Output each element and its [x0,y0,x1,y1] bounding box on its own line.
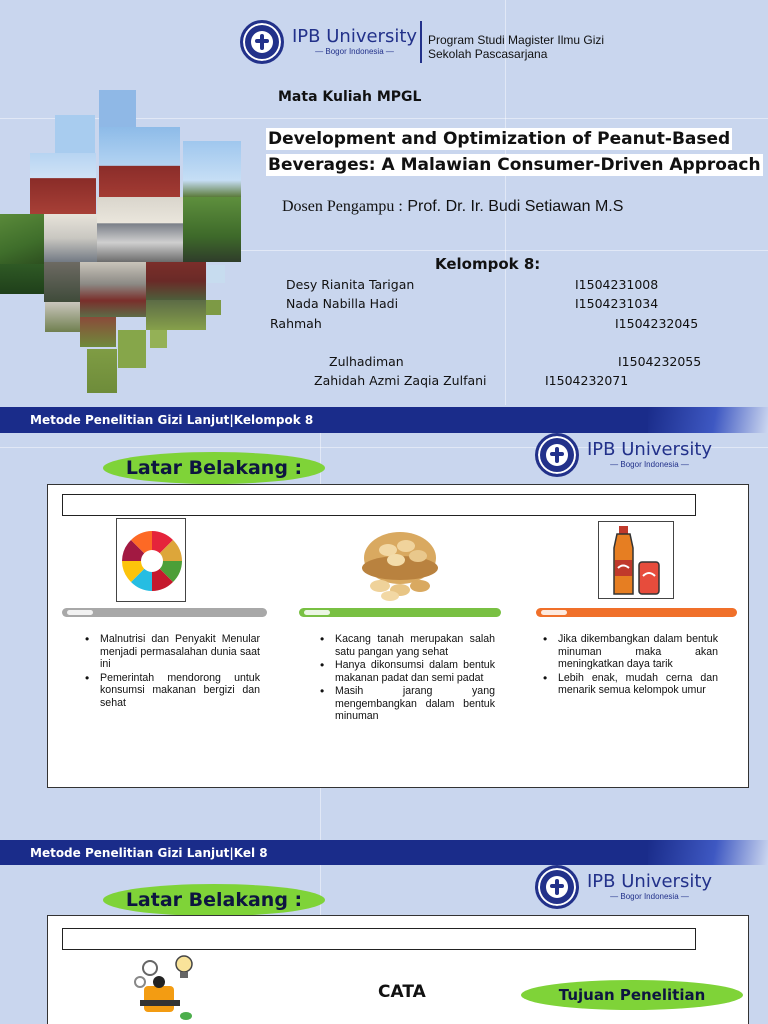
objective-pill [521,980,743,1010]
banner-text: Metode Penelitian Gizi Lanjut|Kelompok 8 [30,413,314,427]
column-bar-green [299,608,501,617]
member-name: Desy Rianita Tarigan [286,277,415,292]
member-name: Zulhadiman [329,354,404,369]
ipb-logo [535,433,712,477]
member-id: I1504231008 [575,277,659,292]
bullet-item: • Malnutrisi dan Penyakit Menular menjadi permasalahan dunia saat ini [82,633,260,671]
member-name: Nada Nabilla Hadi [286,296,399,311]
program-info [420,21,604,63]
group-title: Kelompok 8: [435,255,541,273]
empty-header-box [62,494,696,516]
bullet-item: • Kacang tanah merupakan salah satu pangan yang sehat [317,633,495,658]
ipb-logo [240,20,417,64]
lecturer [282,198,623,216]
logo-name: IPB University [587,439,713,460]
section-heading: Latar Belakang : [125,457,303,479]
section-heading: Latar Belakang : [125,889,303,911]
member-id: I1504231034 [575,296,659,311]
banner-text: Metode Penelitian Gizi Lanjut|Kel 8 [30,846,268,860]
member-name: Rahmah [270,316,322,331]
section-heading-pill [103,884,325,916]
bullet-item: • Hanya dikonsumsi dalam bentuk makanan padat dan semi padat [317,659,495,684]
program-line-1: Program Studi Magister Ilmu Gizi [428,33,605,47]
program-line-2: Sekolah Pascasarjana [428,47,548,61]
logo-name: IPB University [292,26,418,47]
bullet-item: • Pemerintah mendorong untuk konsumsi makanan bergizi dan sehat [82,672,260,710]
title-line-2: Beverages: A Malawian Consumer-Driven Approach [268,155,761,175]
member-id: I1504232071 [545,373,629,388]
empty-header-box [62,928,696,950]
sdg-wheel-icon [116,518,186,602]
ipb-logo [535,865,712,909]
logo-sub: — Bogor Indonesia — [315,47,394,56]
course-name: Mata Kuliah MPGL [278,89,422,105]
logo-sub: — Bogor Indonesia — [610,460,689,469]
ipb-seal-icon [535,433,579,477]
peanuts-icon [360,528,440,604]
bullet-list-col2 [317,633,495,724]
lecturer-name: Prof. Dr. Ir. Budi Setiawan M.S [407,198,624,215]
bullet-item: • Masih jarang yang mengembangkan dalam bentuk minuman [317,685,495,723]
column-bar-orange [536,608,737,617]
bullet-list-col1 [82,633,260,710]
banner-curve [648,407,768,433]
logo-sub: — Bogor Indonesia — [610,892,689,901]
member-id: I1504232055 [618,354,702,369]
bullet-item: • Lebih enak, mudah cerna dan menarik semua kelompok umur [540,672,718,697]
objective-label: Tujuan Penelitian [558,986,706,1004]
banner-curve [648,840,768,866]
title-line-1: Development and Optimization of Peanut-Based [268,129,731,149]
cata-label: CATA [378,982,426,1002]
bullet-list-col3 [540,633,718,698]
member-id: I1504232045 [615,316,699,331]
member-name: Zahidah Azmi Zaqia Zulfani [314,373,487,388]
idea-person-icon [128,952,198,1024]
slide-banner [0,407,768,433]
lecturer-label: Dosen Pengampu : [282,198,403,215]
ipb-seal-icon [535,865,579,909]
column-bar-gray [62,608,267,617]
section-heading-pill [103,452,325,484]
bullet-item: • Jika dikembangkan dalam bentuk minuman maka akan meningkatkan daya tarik [540,633,718,671]
logo-name: IPB University [587,871,713,892]
slide-banner [0,840,768,866]
ipb-seal-icon [240,20,284,64]
soft-drink-icon [598,521,674,599]
